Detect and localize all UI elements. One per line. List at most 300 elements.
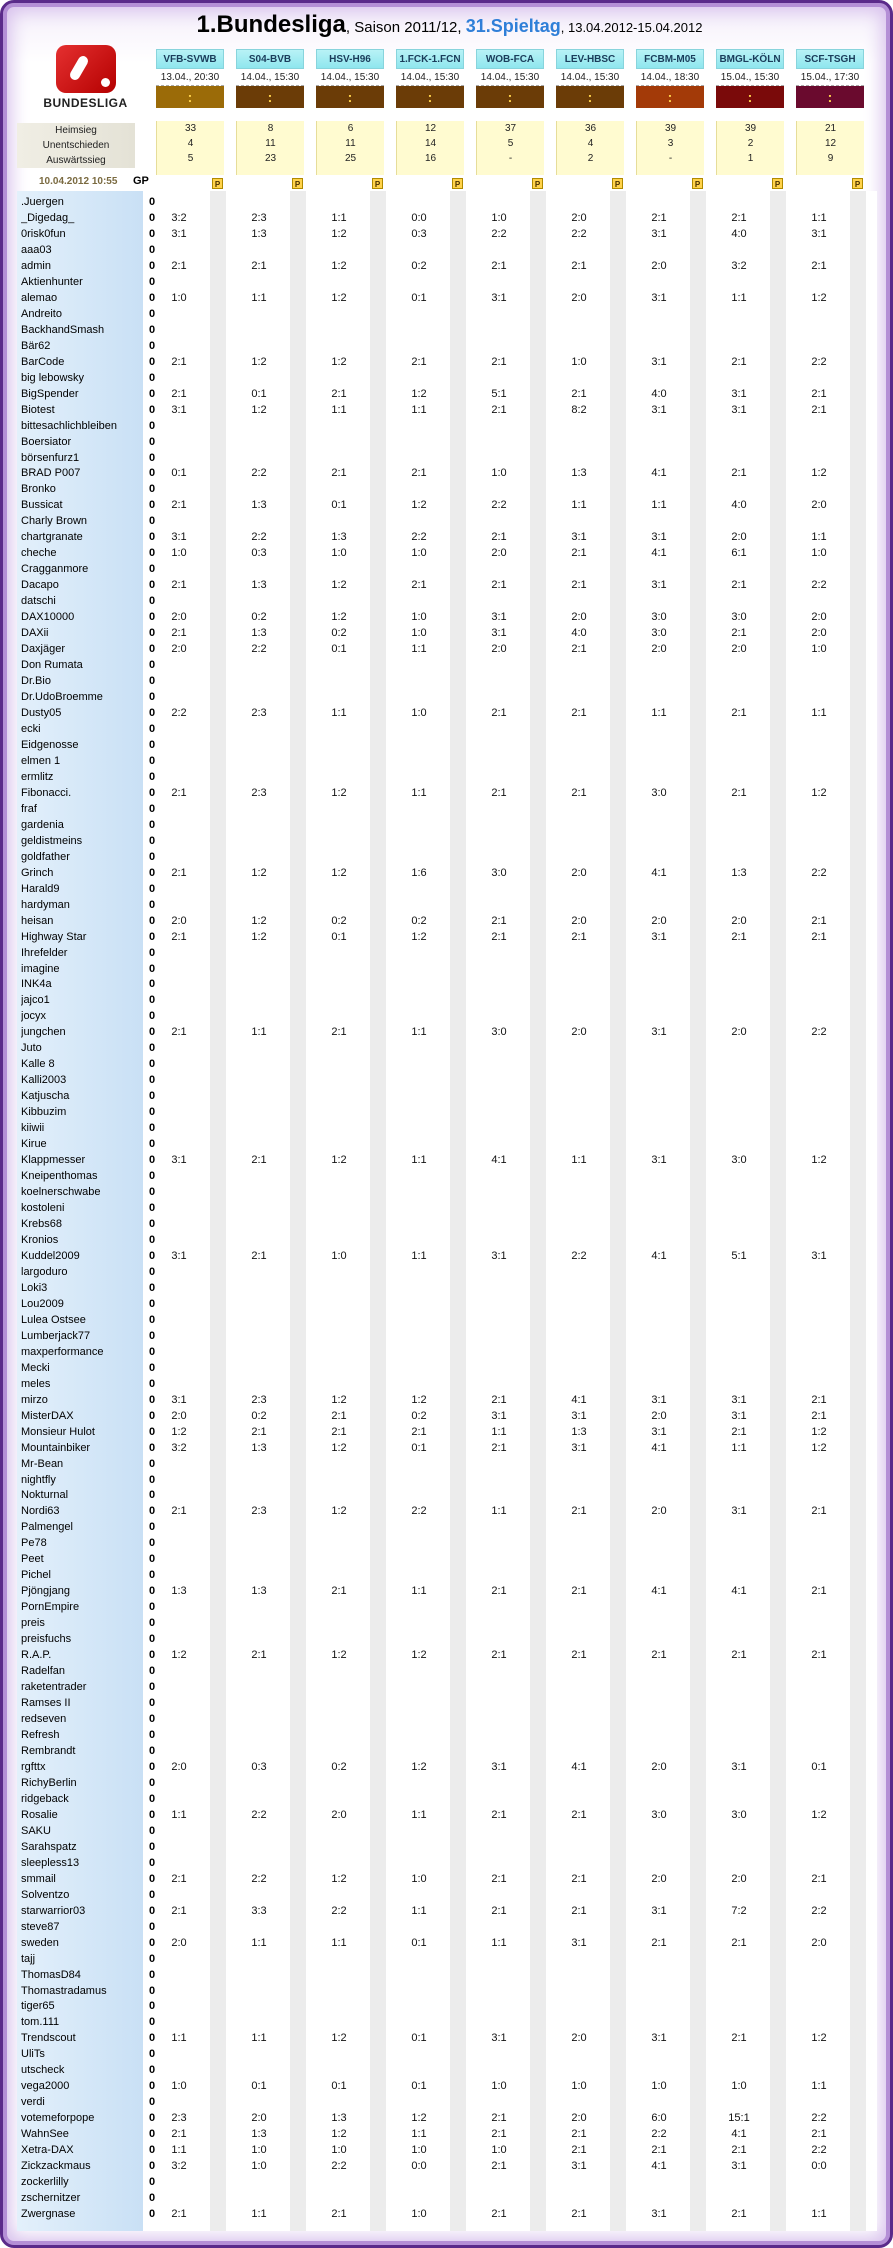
- player-name[interactable]: Bär62: [21, 339, 51, 352]
- player-name[interactable]: Loki3: [21, 1281, 48, 1294]
- player-name[interactable]: vega2000: [21, 2080, 70, 2093]
- player-name[interactable]: Lulea Ostsee: [21, 1313, 86, 1326]
- player-name[interactable]: Ihrefelder: [21, 946, 68, 959]
- tip-cell: [548, 1217, 610, 1233]
- player-name[interactable]: Dacapo: [21, 579, 59, 592]
- player-name[interactable]: Cragganmore: [21, 563, 89, 576]
- match-teams[interactable]: LEV-HBSC: [556, 49, 624, 69]
- tip-cell: [628, 977, 690, 993]
- player-name[interactable]: preis: [21, 1617, 45, 1630]
- player-name[interactable]: admin: [21, 259, 51, 272]
- tip-cell: [308, 1361, 370, 1377]
- match-header-6[interactable]: [636, 49, 704, 108]
- stat-labels: [17, 123, 135, 168]
- stat-home: 39: [664, 123, 677, 134]
- player-name[interactable]: SAKU: [21, 1824, 51, 1837]
- tip-cell: [468, 451, 530, 467]
- player-name[interactable]: Kronios: [21, 1233, 59, 1246]
- tip-cell: [628, 834, 690, 850]
- tip-cell: [548, 1488, 610, 1504]
- player-name[interactable]: Rembrandt: [21, 1744, 76, 1757]
- tip-cell: [388, 1361, 450, 1377]
- tip-cell: [468, 1313, 530, 1329]
- player-name[interactable]: hardyman: [21, 898, 70, 911]
- player-name[interactable]: Pichel: [21, 1569, 51, 1582]
- player-name[interactable]: Dr.UdoBroemme: [21, 691, 103, 704]
- tip-cell: [308, 722, 370, 738]
- tip-cell: [628, 1057, 690, 1073]
- player-name[interactable]: Thomastradamus: [21, 1984, 107, 1997]
- prognosis-badge-icon[interactable]: P: [372, 178, 383, 189]
- tip-cell: [228, 1073, 290, 1089]
- player-name[interactable]: zschernitzer: [21, 2192, 81, 2205]
- player-name[interactable]: Zwergnase: [21, 2208, 76, 2221]
- player-name[interactable]: gardenia: [21, 818, 64, 831]
- date-range: , 13.04.2012-15.04.2012: [560, 20, 703, 35]
- player-gp: 0: [148, 323, 156, 336]
- player-gp: 0: [148, 2176, 156, 2189]
- player-name[interactable]: Zickzackmaus: [21, 2160, 91, 2173]
- tip-cell: [228, 1217, 290, 1233]
- player-name[interactable]: Katjuscha: [21, 1090, 70, 1103]
- player-name[interactable]: nightfly: [21, 1473, 56, 1486]
- player-gp: 0: [148, 1377, 156, 1390]
- tip-cell: [468, 1984, 530, 2000]
- tip-cell: [388, 1824, 450, 1840]
- match-time: 14.04., 15:30: [556, 69, 624, 86]
- match-header-3[interactable]: [396, 49, 464, 108]
- player-name[interactable]: ThomasD84: [21, 1968, 81, 1981]
- tip-cell: 3:1: [731, 387, 747, 400]
- tip-cell: [628, 738, 690, 754]
- player-gp: 0: [148, 483, 156, 496]
- player-name[interactable]: heisan: [21, 914, 54, 927]
- match-result: :: [396, 86, 464, 108]
- match-header-1[interactable]: [236, 49, 304, 108]
- tip-cell: [788, 1313, 850, 1329]
- tip-cell: [308, 2175, 370, 2191]
- player-name[interactable]: Lumberjack77: [21, 1329, 91, 1342]
- tip-cell: 2:2: [491, 499, 507, 512]
- tip-cell: [228, 1089, 290, 1105]
- player-name[interactable]: alemao: [21, 291, 58, 304]
- match-teams[interactable]: SCF-TSGH: [796, 49, 864, 69]
- player-name[interactable]: chartgranate: [21, 531, 83, 544]
- tip-cell: 2:1: [811, 403, 827, 416]
- tip-cell: 3:1: [491, 2032, 507, 2045]
- tip-cell: [708, 1792, 770, 1808]
- player-name[interactable]: Bronko: [21, 483, 56, 496]
- tip-cell: 3:0: [651, 611, 667, 624]
- tip-cell: [788, 482, 850, 498]
- player-name[interactable]: Kibbuzim: [21, 1106, 67, 1119]
- tip-cell: 3:1: [651, 579, 667, 592]
- tip-cell: [228, 371, 290, 387]
- tip-cell: [468, 1345, 530, 1361]
- match-teams[interactable]: FCBM-M05: [636, 49, 704, 69]
- tip-cell: 2:1: [811, 1393, 827, 1406]
- player-name[interactable]: kostoleni: [21, 1202, 65, 1215]
- tips-column-1: [228, 195, 290, 2223]
- tip-cell: [308, 977, 370, 993]
- player-name[interactable]: Pe78: [21, 1537, 47, 1550]
- tip-cell: [468, 1457, 530, 1473]
- tip-cell: [308, 323, 370, 339]
- match-stats-8: [796, 121, 864, 175]
- player-name[interactable]: BRAD P007: [21, 467, 81, 480]
- player-name[interactable]: Pjöngjang: [21, 1585, 70, 1598]
- tip-cell: 1:2: [251, 914, 267, 927]
- tip-cell: [388, 962, 450, 978]
- tip-cell: [308, 1840, 370, 1856]
- tip-cell: [548, 323, 610, 339]
- tip-cell: 4:1: [731, 1585, 747, 1598]
- tip-cell: [468, 1089, 530, 1105]
- prognosis-badge-icon[interactable]: P: [212, 178, 223, 189]
- tip-cell: [548, 1009, 610, 1025]
- stat-home: 12: [424, 123, 437, 134]
- player-name[interactable]: WahnSee: [21, 2128, 69, 2141]
- tip-cell: 0:2: [331, 914, 347, 927]
- player-name[interactable]: börsenfurz1: [21, 451, 80, 464]
- prognosis-badge-icon[interactable]: P: [852, 178, 863, 189]
- player-name[interactable]: redseven: [21, 1713, 67, 1726]
- tip-cell: [788, 1345, 850, 1361]
- match-teams[interactable]: WOB-FCA: [476, 49, 544, 69]
- player-name[interactable]: Mr-Bean: [21, 1457, 64, 1470]
- tip-cell: [388, 1121, 450, 1137]
- match-time: 14.04., 15:30: [316, 69, 384, 86]
- player-name[interactable]: Refresh: [21, 1729, 60, 1741]
- player-name[interactable]: largoduro: [21, 1265, 68, 1278]
- tip-cell: [308, 1712, 370, 1728]
- player-name[interactable]: MisterDAX: [21, 1409, 74, 1422]
- stat-away: 1: [747, 153, 754, 164]
- player-name[interactable]: starwarrior03: [21, 1904, 86, 1917]
- tip-cell: [148, 722, 210, 738]
- tip-cell: 3:0: [491, 866, 507, 879]
- player-name[interactable]: tom.111: [21, 2016, 60, 2029]
- tip-cell: [468, 962, 530, 978]
- match-time: 14.04., 15:30: [396, 69, 464, 86]
- player-name[interactable]: Rosalie: [21, 1808, 58, 1821]
- player-name[interactable]: ridgeback: [21, 1792, 69, 1805]
- tip-cell: 1:3: [331, 531, 347, 544]
- tip-cell: 1:1: [331, 403, 347, 416]
- tip-cell: [308, 1744, 370, 1760]
- player-name[interactable]: maxperformance: [21, 1345, 104, 1358]
- player-name[interactable]: Kalli2003: [21, 1074, 67, 1087]
- player-name[interactable]: votemeforpope: [21, 2112, 95, 2125]
- tip-cell: [708, 850, 770, 866]
- tip-cell: 1:0: [651, 2080, 667, 2093]
- tips-column-0: [148, 195, 210, 2223]
- prognosis-badge-icon[interactable]: P: [292, 178, 303, 189]
- player-name[interactable]: PornEmpire: [21, 1601, 80, 1614]
- tip-cell: [628, 993, 690, 1009]
- tip-cell: [228, 1696, 290, 1712]
- tip-cell: 2:2: [251, 467, 267, 480]
- stat-away: 16: [424, 153, 437, 164]
- tip-cell: [148, 1856, 210, 1872]
- tip-cell: [228, 514, 290, 530]
- matchday-link[interactable]: 31.Spieltag: [465, 16, 561, 36]
- player-name[interactable]: meles: [21, 1377, 51, 1390]
- tip-cell: 2:2: [811, 866, 827, 879]
- tip-cell: [228, 2047, 290, 2063]
- player-name[interactable]: steve87: [21, 1920, 60, 1933]
- player-name[interactable]: DAXii: [21, 627, 49, 640]
- player-name[interactable]: Kuddel2009: [21, 1249, 80, 1262]
- tip-cell: 1:2: [331, 1154, 347, 1167]
- player-name[interactable]: Trendscout: [21, 2032, 76, 2045]
- player-name[interactable]: verdi: [21, 2096, 45, 2109]
- tip-cell: [228, 2015, 290, 2031]
- player-name[interactable]: kiiwii: [21, 1122, 45, 1135]
- tip-cell: [228, 1361, 290, 1377]
- tip-cell: [468, 1488, 530, 1504]
- player-name[interactable]: BackhandSmash: [21, 323, 105, 336]
- player-name[interactable]: Lou2009: [21, 1297, 64, 1310]
- stat-draw: 5: [507, 138, 514, 149]
- match-stats-5: [556, 121, 624, 175]
- column-divider: [690, 191, 706, 2231]
- tip-cell: [308, 1696, 370, 1712]
- player-gp: 0: [148, 2096, 156, 2109]
- match-teams[interactable]: 1.FCK-1.FCN: [396, 49, 464, 69]
- player-name[interactable]: Kalle 8: [21, 1058, 55, 1071]
- prognosis-badge-icon[interactable]: P: [452, 178, 463, 189]
- player-name[interactable]: fraf: [21, 802, 37, 815]
- player-name[interactable]: _Digedag_: [21, 211, 75, 224]
- tip-cell: [788, 1744, 850, 1760]
- tip-cell: [548, 482, 610, 498]
- player-name[interactable]: BigSpender: [21, 387, 79, 400]
- tip-cell: [628, 818, 690, 834]
- tip-cell: [708, 1265, 770, 1281]
- player-name[interactable]: 0risk0fun: [21, 227, 66, 240]
- tip-cell: 2:2: [811, 1904, 827, 1917]
- player-name[interactable]: Ramses II: [21, 1697, 71, 1710]
- tip-cell: [228, 451, 290, 467]
- player-name[interactable]: Andreito: [21, 307, 62, 320]
- tip-cell: [468, 2191, 530, 2207]
- match-header-8[interactable]: [796, 49, 864, 108]
- tip-cell: [788, 1488, 850, 1504]
- player-name[interactable]: smmail: [21, 1872, 56, 1885]
- tip-cell: [388, 802, 450, 818]
- player-name[interactable]: RichyBerlin: [21, 1776, 77, 1789]
- player-name[interactable]: rgfttx: [21, 1760, 46, 1773]
- player-name[interactable]: Biotest: [21, 403, 55, 416]
- tip-cell: [708, 1073, 770, 1089]
- match-header-5[interactable]: [556, 49, 624, 108]
- player-name[interactable]: sweden: [21, 1936, 59, 1949]
- player-name[interactable]: R.A.P.: [21, 1649, 52, 1662]
- tip-cell: 2:1: [491, 2128, 507, 2141]
- player-name[interactable]: Harald9: [21, 882, 60, 895]
- tip-cell: [628, 1632, 690, 1648]
- player-name[interactable]: imagine: [21, 962, 60, 975]
- prognosis-badge-icon[interactable]: P: [772, 178, 783, 189]
- tip-cell: 0:1: [251, 2080, 267, 2093]
- player-name[interactable]: cheche: [21, 547, 57, 560]
- player-name[interactable]: Radelfan: [21, 1665, 66, 1678]
- player-gp: 0: [148, 243, 156, 256]
- player-name[interactable]: tiger65: [21, 2000, 55, 2013]
- tip-cell: 2:1: [251, 1154, 267, 1167]
- tip-cell: [228, 275, 290, 291]
- player-name[interactable]: ecki: [21, 722, 41, 735]
- match-header-0[interactable]: [156, 49, 224, 108]
- player-name[interactable]: Nordi63: [21, 1505, 60, 1518]
- match-header-7[interactable]: [716, 49, 784, 108]
- match-header-4[interactable]: [476, 49, 544, 108]
- player-name[interactable]: jajco1: [21, 994, 50, 1007]
- tip-cell: [628, 1329, 690, 1345]
- player-name[interactable]: Grinch: [21, 866, 54, 879]
- player-name[interactable]: utscheck: [21, 2064, 65, 2077]
- player-name[interactable]: goldfather: [21, 850, 70, 863]
- match-teams[interactable]: BMGL-KÖLN: [716, 49, 784, 69]
- player-name[interactable]: Palmengel: [21, 1521, 73, 1534]
- player-name[interactable]: Kirue: [21, 1138, 47, 1151]
- player-name[interactable]: Kneipenthomas: [21, 1170, 98, 1183]
- player-name[interactable]: Don Rumata: [21, 659, 83, 672]
- player-name[interactable]: geldistmeins: [21, 834, 83, 847]
- tip-cell: [228, 1776, 290, 1792]
- player-name[interactable]: datschi: [21, 595, 56, 608]
- tip-cell: [708, 1552, 770, 1568]
- player-name[interactable]: Peet: [21, 1553, 44, 1566]
- player-name[interactable]: preisfuchs: [21, 1633, 72, 1646]
- tip-cell: 2:0: [811, 499, 827, 512]
- tip-cell: [708, 1632, 770, 1648]
- tip-cell: [388, 1536, 450, 1552]
- player-name[interactable]: .Juergen: [21, 196, 64, 208]
- tip-cell: 1:1: [411, 1585, 427, 1598]
- player-name[interactable]: Krebs68: [21, 1218, 62, 1230]
- prognosis-badge-icon[interactable]: P: [532, 178, 543, 189]
- tip-cell: [388, 514, 450, 530]
- tip-cell: [788, 834, 850, 850]
- player-name[interactable]: sleepless13: [21, 1856, 80, 1869]
- stat-home: 6: [347, 123, 354, 134]
- tip-cell: [708, 2095, 770, 2111]
- tip-cell: 1:2: [331, 1872, 347, 1885]
- tip-cell: [548, 977, 610, 993]
- stat-away: -: [508, 153, 513, 164]
- tip-cell: 2:1: [731, 1649, 747, 1662]
- tip-cell: 2:0: [651, 259, 667, 272]
- tip-cell: [468, 690, 530, 706]
- tip-cell: [308, 898, 370, 914]
- tip-cell: 3:0: [491, 1026, 507, 1039]
- player-name[interactable]: mirzo: [21, 1393, 48, 1406]
- player-gp: 0: [148, 707, 156, 719]
- player-name[interactable]: Dr.Bio: [21, 675, 51, 688]
- player-gp: 0: [148, 1281, 156, 1294]
- league-title: 1.Bundesliga: [196, 11, 346, 38]
- tip-cell: 1:0: [571, 355, 587, 368]
- player-name[interactable]: Charly Brown: [21, 515, 88, 528]
- player-name[interactable]: DAX10000: [21, 611, 75, 624]
- player-name[interactable]: big lebowsky: [21, 371, 84, 384]
- match-teams[interactable]: S04-BVB: [236, 49, 304, 69]
- prognosis-badge-icon[interactable]: P: [692, 178, 703, 189]
- player-name[interactable]: jocyx: [21, 1010, 47, 1023]
- player-name[interactable]: Daxjäger: [21, 643, 66, 656]
- tip-cell: [308, 482, 370, 498]
- player-name[interactable]: Monsieur Hulot: [21, 1425, 95, 1438]
- tip-cell: [708, 1984, 770, 2000]
- player-name[interactable]: Sarahspatz: [21, 1840, 77, 1853]
- player-name[interactable]: INK4a: [21, 978, 52, 991]
- player-name[interactable]: Mountainbiker: [21, 1441, 91, 1454]
- player-name[interactable]: Klappmesser: [21, 1154, 86, 1167]
- match-header-2[interactable]: [316, 49, 384, 108]
- player-name[interactable]: koelnerschwabe: [21, 1186, 101, 1199]
- tip-cell: [788, 738, 850, 754]
- tip-cell: [308, 993, 370, 1009]
- player-name[interactable]: aaa03: [21, 243, 52, 256]
- player-name[interactable]: Aktienhunter: [21, 275, 83, 288]
- player-name[interactable]: Solventzo: [21, 1888, 70, 1901]
- prognosis-badge-icon[interactable]: P: [612, 178, 623, 189]
- tip-cell: 1:2: [411, 2112, 427, 2125]
- player-name[interactable]: elmen 1: [21, 754, 61, 767]
- player-name[interactable]: Fibonacci.: [21, 786, 72, 799]
- tip-cell: [628, 1041, 690, 1057]
- player-gp: 0: [148, 1585, 156, 1598]
- tip-cell: [148, 451, 210, 467]
- player-name[interactable]: Highway Star: [21, 930, 87, 943]
- player-name[interactable]: Eidgenosse: [21, 738, 79, 751]
- tip-cell: [708, 834, 770, 850]
- player-gp: 0: [148, 1409, 156, 1422]
- tip-cell: [628, 1233, 690, 1249]
- tip-cell: 0:1: [411, 2032, 427, 2045]
- player-name[interactable]: zockerlilly: [21, 2176, 69, 2189]
- player-name[interactable]: Nokturnal: [21, 1489, 69, 1502]
- player-name[interactable]: jungchen: [21, 1026, 66, 1039]
- tip-cell: [788, 1009, 850, 1025]
- tip-cell: [708, 946, 770, 962]
- player-name[interactable]: Xetra-DAX: [21, 2144, 74, 2157]
- player-name[interactable]: Bussicat: [21, 499, 63, 512]
- player-name[interactable]: Mecki: [21, 1361, 50, 1374]
- tip-cell: [228, 1792, 290, 1808]
- player-name[interactable]: Dusty05: [21, 707, 62, 719]
- player-name[interactable]: Juto: [21, 1042, 42, 1055]
- player-name[interactable]: tajj: [21, 1952, 36, 1965]
- player-name[interactable]: ermlitz: [21, 770, 54, 783]
- tip-cell: [228, 1712, 290, 1728]
- tip-cell: [548, 1968, 610, 1984]
- player-name[interactable]: UliTs: [21, 2048, 45, 2061]
- player-name[interactable]: raketentrader: [21, 1681, 87, 1694]
- tip-cell: [388, 2015, 450, 2031]
- tip-cell: 2:1: [171, 866, 187, 879]
- player-name[interactable]: bittesachlichbleiben: [21, 419, 118, 432]
- match-teams[interactable]: HSV-H96: [316, 49, 384, 69]
- tip-cell: 3:1: [811, 1249, 827, 1262]
- tip-cell: [148, 1345, 210, 1361]
- match-stats-6: [636, 121, 704, 175]
- player-name[interactable]: BarCode: [21, 355, 65, 368]
- player-name[interactable]: Boersiator: [21, 435, 72, 448]
- match-teams[interactable]: VFB-SVWB: [156, 49, 224, 69]
